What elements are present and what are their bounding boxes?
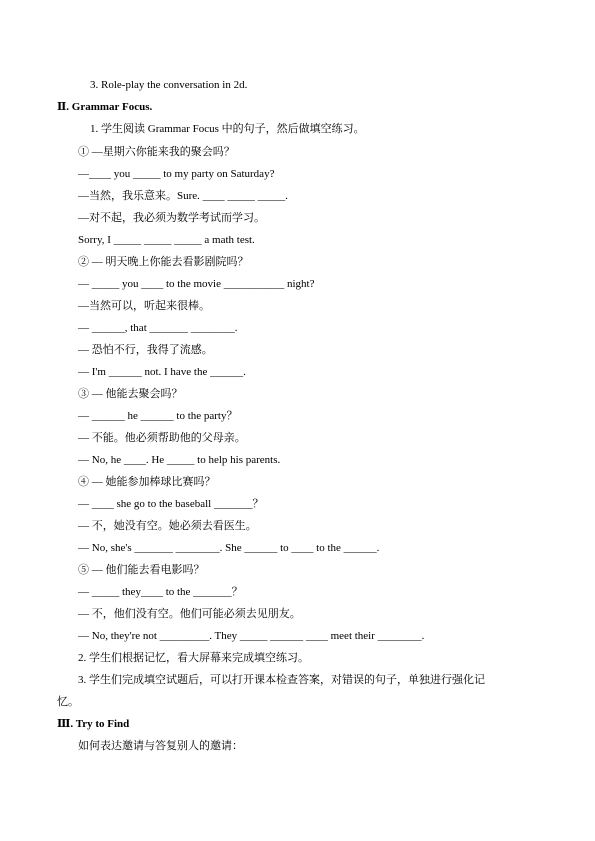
exercise-3-question: — ______ he ______ to the party？	[78, 410, 238, 422]
exercise-5-prompt: ⑤ — 他们能去看电影吗？	[78, 564, 205, 576]
instruction-check-answers: 3. 学生们完成填空试题后，可以打开课本检查答案，对错误的句子，单独进行强化记	[78, 674, 485, 686]
exercise-1-answer-yes: —当然，我乐意来。Sure. ____ _____ _____.	[78, 190, 288, 202]
section-heading-grammar-focus: Ⅱ. Grammar Focus.	[57, 101, 153, 113]
exercise-4-answer-cn: — 不，她没有空。她必须去看医生。	[78, 520, 257, 532]
instruction-fill-blanks: 1. 学生阅读 Grammar Focus 中的句子，然后做填空练习。	[90, 123, 365, 135]
section-heading-try-to-find: Ⅲ. Try to Find	[57, 718, 130, 730]
exercise-5-answer-en: — No, they're not _________. They _____ ______ ____ meet their ________.	[78, 630, 425, 642]
exercise-2-answer-no-cn: — 恐怕不行，我得了流感。	[78, 344, 213, 356]
item-role-play: 3. Role-play the conversation in 2d.	[90, 79, 248, 91]
exercise-2-answer-yes-en: — ______, that _______ ________.	[78, 322, 238, 334]
exercise-3-prompt: ③ — 他能去聚会吗？	[78, 388, 183, 400]
exercise-1-question: —____ you _____ to my party on Saturday?	[78, 168, 275, 180]
try-to-find-prompt: 如何表达邀请与答复别人的邀请：	[78, 740, 243, 752]
exercise-2-prompt: ② — 明天晚上你能去看影剧院吗？	[78, 256, 249, 268]
exercise-4-answer-en: — No, she's _______ ________. She ______ to ____ to the ______.	[78, 542, 380, 554]
exercise-5-question: — _____ they____ to the _______？	[78, 586, 243, 598]
instruction-memory-fill: 2. 学生们根据记忆，看大屏幕来完成填空练习。	[78, 652, 309, 664]
exercise-4-prompt: ④ — 她能参加棒球比赛吗？	[78, 476, 216, 488]
exercise-1-answer-no-cn: —对不起，我必须为数学考试而学习。	[78, 212, 265, 224]
exercise-1-answer-no-en: Sorry, I _____ _____ _____ a math test.	[78, 234, 255, 246]
exercise-2-answer-no-en: — I'm ______ not. I have the ______.	[78, 366, 246, 378]
exercise-3-answer-en: — No, he ____. He _____ to help his parents.	[78, 454, 281, 466]
exercise-4-question: — ____ she go to the baseball _______？	[78, 498, 264, 510]
exercise-2-answer-yes-cn: —当然可以，听起来很棒。	[78, 300, 210, 312]
exercise-5-answer-cn: — 不，他们没有空。他们可能必须去见朋友。	[78, 608, 301, 620]
exercise-1-prompt: ① —星期六你能来我的聚会吗？	[78, 146, 235, 158]
instruction-check-answers-continued: 忆。	[57, 696, 79, 708]
exercise-2-question: — _____ you ____ to the movie ___________ night?	[78, 278, 315, 290]
exercise-3-answer-cn: — 不能。他必须帮助他的父母亲。	[78, 432, 246, 444]
